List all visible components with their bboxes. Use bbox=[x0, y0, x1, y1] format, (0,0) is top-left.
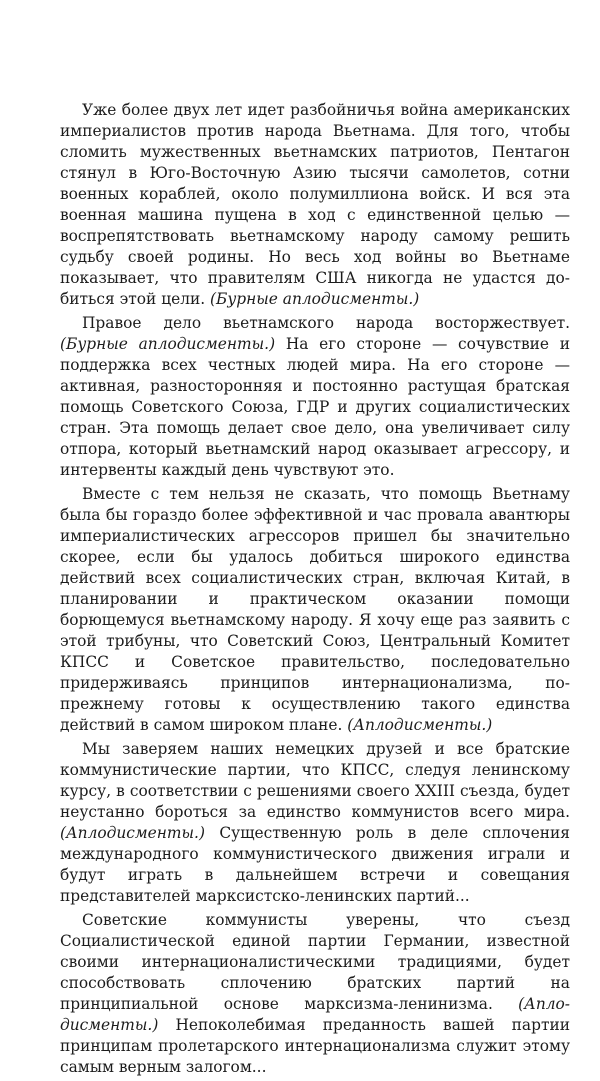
paragraph-2-text-2: На его стороне — сочувствие и поддержка всех честных людей мира. На его стороне — активная, разносторонняя и постоянно растущая братская помощь Советского Союза, ГДР и других социалистических стран. Эта помощь делает свое дело, она увеличивает силу отпора, который вьетнамский народ оказывает агрессору, и интервенты каждый день чувствуют это. bbox=[60, 335, 570, 479]
paragraph-2-applause-1: (Бурные аплодисменты.) bbox=[60, 335, 276, 353]
paragraph-5-text-1: Советские коммунисты уверены, что съезд Социалистической единой партии Германии, известной своими интернационалистическими традициями, будет способствовать сплочению братских партий на принципиальной основе марксизма-ленинизма. bbox=[60, 911, 570, 1013]
paragraph-3-text-1: Вместе с тем нельзя не сказать, что помощь Вьетнаму была бы гораздо более эффективной и час провала авантюры империалистических агрессоров пришел бы значительно скорее, если бы удалось добиться широкого единства действий всех социалистических стран, включая Китай, в планировании и практическом оказании помощи борющемуся вьетнамскому народу. Я хочу еще раз заявить с этой трибуны, что Советский Союз, Центральный Комитет КПСС и Советское правительство, последовательно придерживаясь принципов интернационализма, по-прежнему готовы к осуществлению такого единства действий в самом широком плане. bbox=[60, 485, 570, 734]
paragraph-4-text-1: Мы заверяем наших немецких друзей и все братские коммунистические партии, что КПСС, следуя ленинскому курсу, в соответствии с решениями своего XXIII съезда, будет неустанно бороться за единство коммунистов всего мира. bbox=[60, 740, 570, 821]
document-page bbox=[60, 100, 570, 1081]
paragraph-1-text-1: Уже более двух лет идет разбойничья война американских империалистов против народа Вьетнама. Для того, чтобы сломить мужественных вьетнамских патриотов, Пентагон стянул в Юго-Восточную Азию тысячи самолетов, сотни военных кораблей, около полумиллиона войск. И вся эта военная машина пущена в ход с единственной целью — воспрепятствовать вьетнамскому народу самому решить судьбу своей родины. Но весь ход войны во Вьетнаме показывает, что правителям США никогда не удастся добиться этой цели. bbox=[60, 101, 570, 308]
paragraph-3-applause-1: (Аплодисменты.) bbox=[347, 716, 493, 734]
paragraph-5 bbox=[60, 910, 570, 1078]
paragraph-3 bbox=[60, 484, 570, 736]
paragraph-2-text-1: Правое дело вьетнамского народа восторжествует. bbox=[82, 314, 570, 332]
paragraph-1 bbox=[60, 100, 570, 310]
paragraph-5-text-2: Непоколебимая преданность вашей партии принципам пролетарского интернационализма служит этому самым верным залогом... bbox=[60, 1016, 570, 1076]
paragraph-4-text-2: Существенную роль в деле сплочения международного коммунистического движения играли и будут играть в дальнейшем встречи и совещания представителей марксистско-ленинских партий... bbox=[60, 824, 570, 905]
paragraph-1-applause-1: (Бурные аплодисменты.) bbox=[210, 290, 420, 308]
paragraph-2 bbox=[60, 313, 570, 481]
paragraph-4 bbox=[60, 739, 570, 907]
paragraph-4-applause-1: (Аплодисменты.) bbox=[60, 824, 205, 842]
paragraph-5-applause-1: (Аплодисменты.) bbox=[60, 995, 570, 1034]
